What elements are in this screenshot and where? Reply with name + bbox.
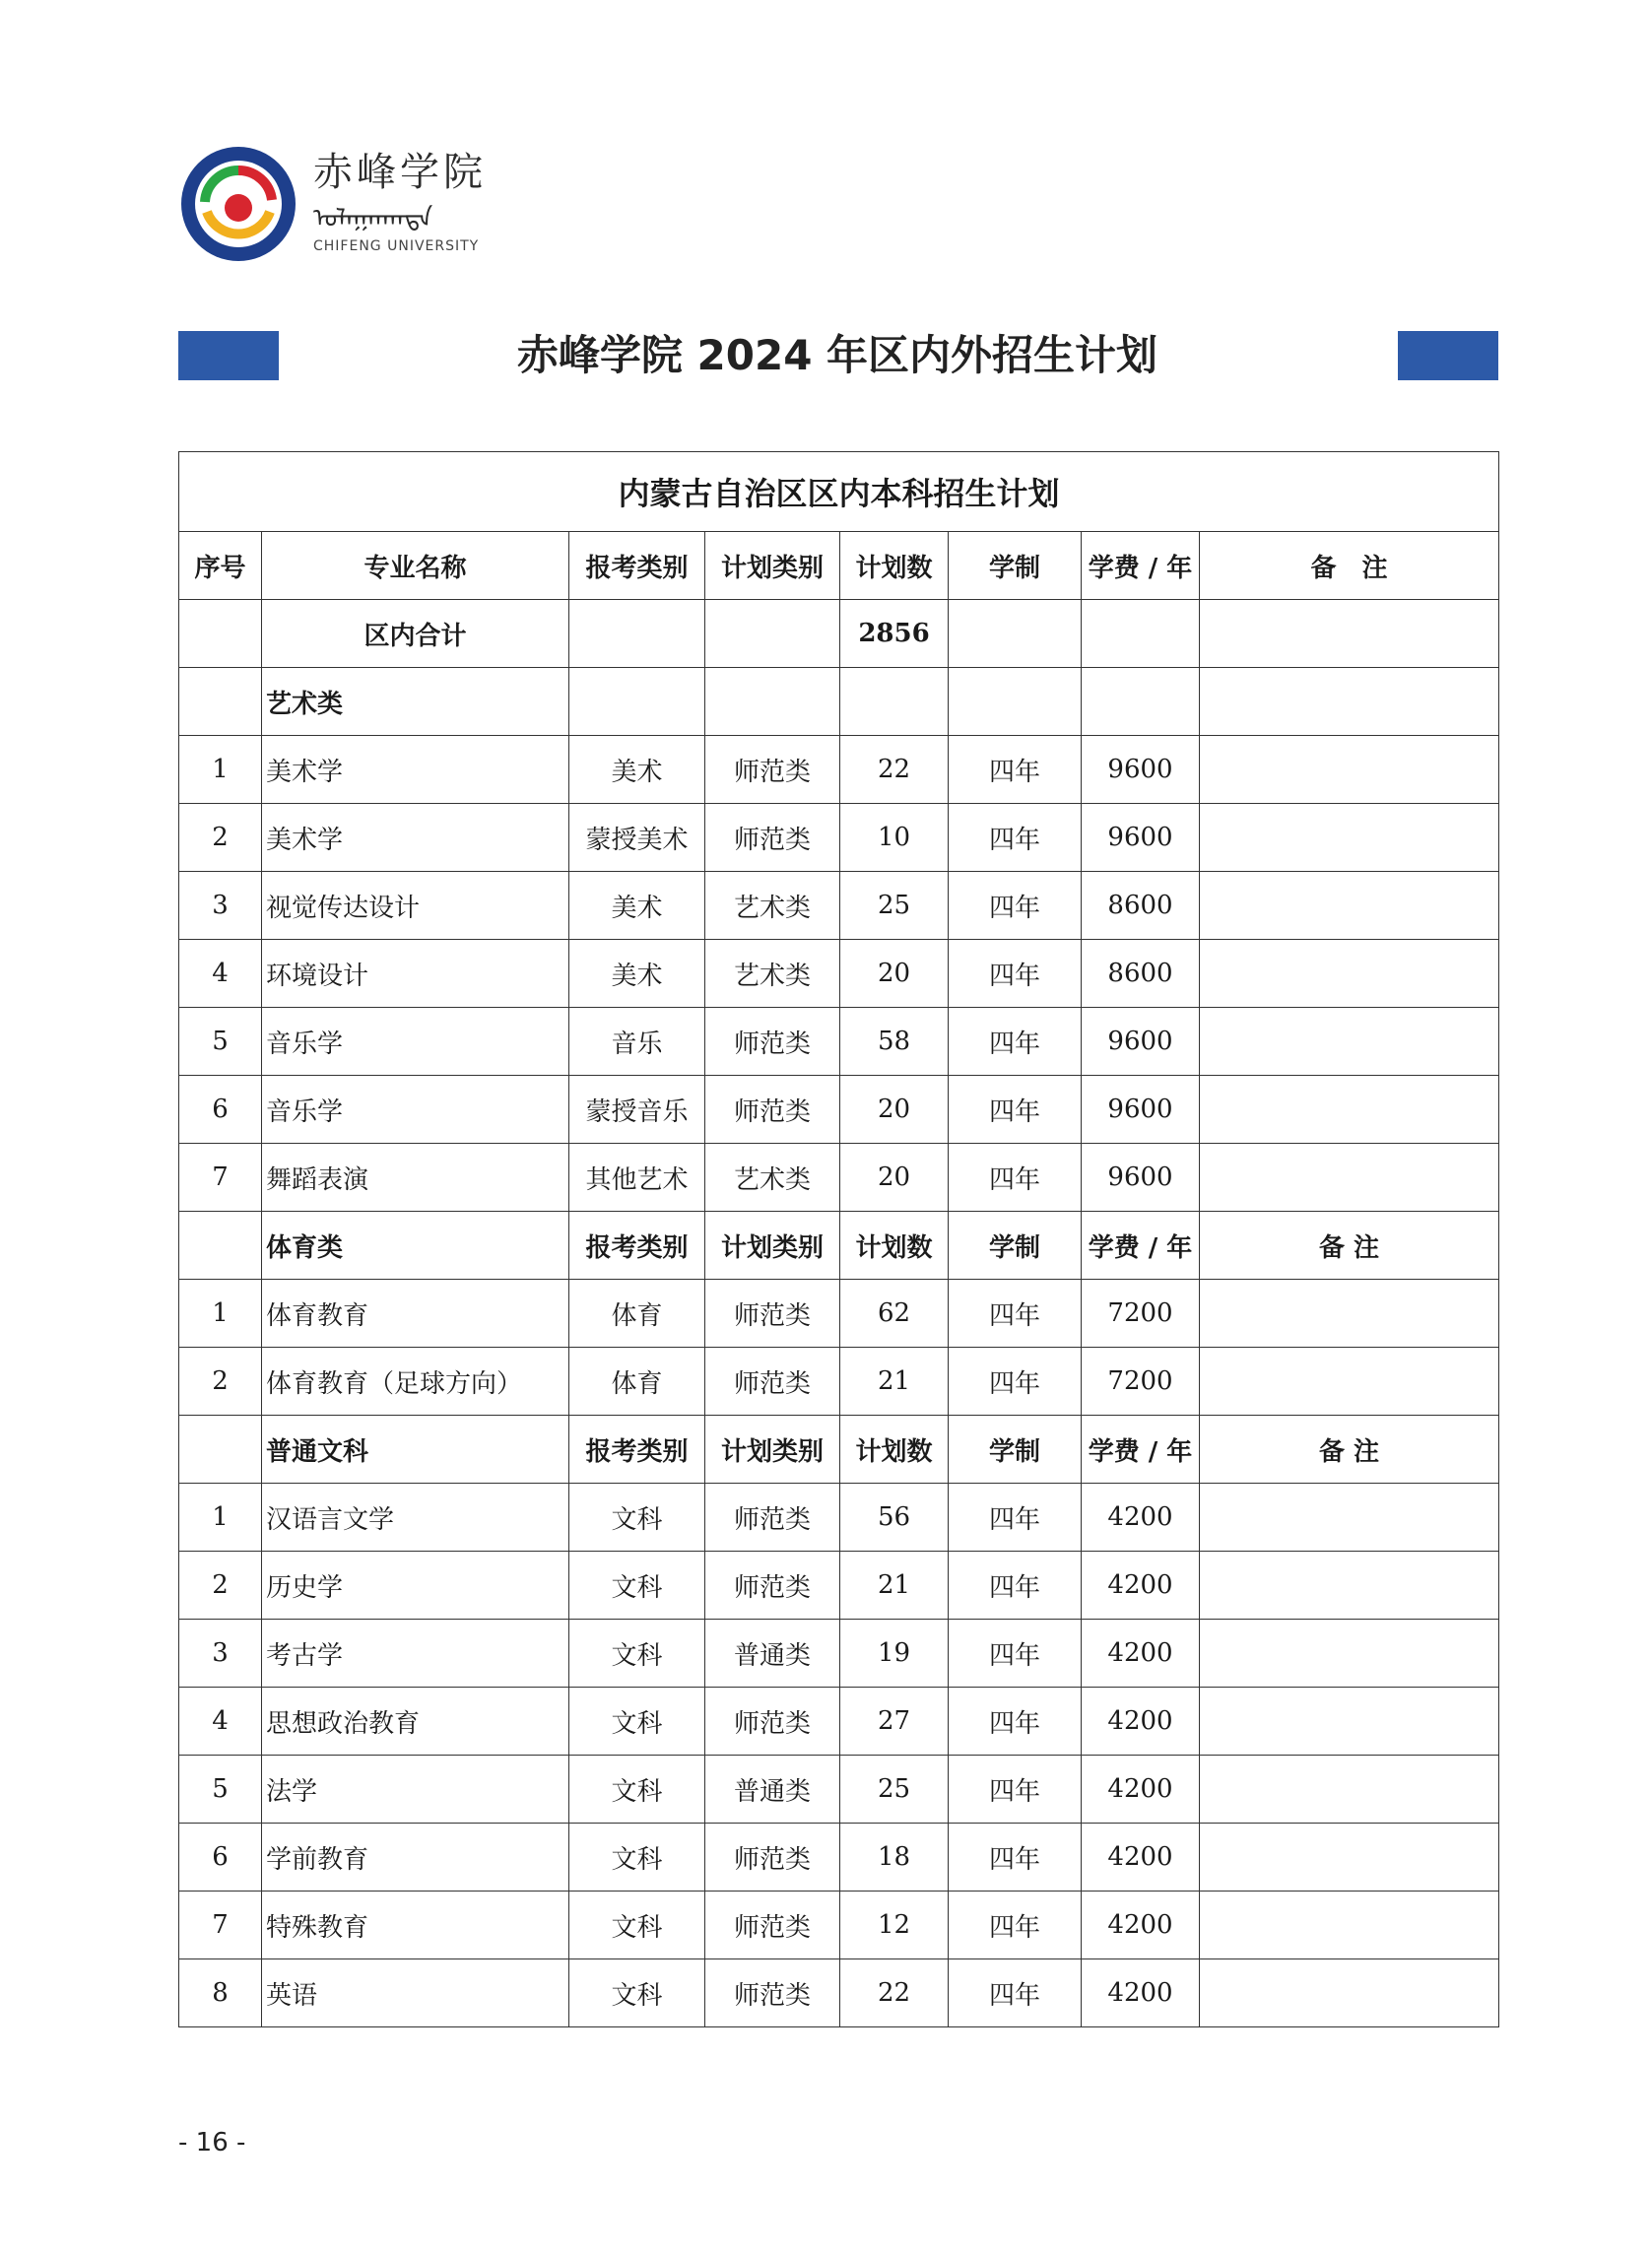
category-header-cell: 学费 / 年	[1082, 1212, 1200, 1280]
major-name: 视觉传达设计	[262, 872, 569, 940]
row-index: 7	[179, 1892, 262, 1959]
tuition: 9600	[1082, 1008, 1200, 1076]
row-index: 6	[179, 1824, 262, 1892]
table-cell	[179, 668, 262, 736]
header-cell: 备 注	[1200, 532, 1499, 600]
exam-category: 美术	[569, 736, 705, 804]
category-header-cell: 备 注	[1200, 1416, 1499, 1484]
row-index: 4	[179, 940, 262, 1008]
remarks	[1200, 1076, 1499, 1144]
tuition: 9600	[1082, 1144, 1200, 1212]
tuition: 9600	[1082, 1076, 1200, 1144]
plan-category: 普通类	[705, 1756, 840, 1824]
plan-category: 师范类	[705, 1008, 840, 1076]
tuition: 4200	[1082, 1824, 1200, 1892]
row-index: 5	[179, 1008, 262, 1076]
tuition: 4200	[1082, 1688, 1200, 1756]
exam-category: 文科	[569, 1892, 705, 1959]
exam-category: 文科	[569, 1688, 705, 1756]
remarks	[1200, 736, 1499, 804]
table-cell	[179, 600, 262, 668]
tuition: 4200	[1082, 1620, 1200, 1688]
major-name: 英语	[262, 1959, 569, 2027]
duration: 四年	[949, 736, 1082, 804]
plan-count: 12	[840, 1892, 949, 1959]
row-index: 2	[179, 804, 262, 872]
tuition: 4200	[1082, 1756, 1200, 1824]
header-cell: 序号	[179, 532, 262, 600]
exam-category: 文科	[569, 1824, 705, 1892]
total-row	[179, 600, 1499, 668]
tuition: 4200	[1082, 1552, 1200, 1620]
row-index: 1	[179, 1280, 262, 1348]
major-name: 美术学	[262, 736, 569, 804]
remarks	[1200, 1008, 1499, 1076]
university-logo	[177, 143, 512, 266]
plan-count: 62	[840, 1280, 949, 1348]
category-header-cell: 计划类别	[705, 1212, 840, 1280]
category-header-cell: 学费 / 年	[1082, 1416, 1200, 1484]
tuition: 9600	[1082, 804, 1200, 872]
plan-count: 25	[840, 872, 949, 940]
row-index: 3	[179, 872, 262, 940]
table-row	[179, 1892, 1499, 1959]
category-header-cell: 计划数	[840, 1416, 949, 1484]
major-name: 音乐学	[262, 1008, 569, 1076]
duration: 四年	[949, 1348, 1082, 1416]
row-index: 7	[179, 1144, 262, 1212]
category-header-cell: 报考类别	[569, 1416, 705, 1484]
category-header-cell	[949, 668, 1082, 736]
category-header-cell	[1200, 668, 1499, 736]
logo-name-en: CHIFENG UNIVERSITY	[313, 238, 480, 254]
plan-count: 25	[840, 1756, 949, 1824]
tuition: 9600	[1082, 736, 1200, 804]
duration: 四年	[949, 1144, 1082, 1212]
table-row	[179, 1144, 1499, 1212]
duration: 四年	[949, 1008, 1082, 1076]
duration: 四年	[949, 1552, 1082, 1620]
exam-category: 蒙授音乐	[569, 1076, 705, 1144]
plan-category: 师范类	[705, 1892, 840, 1959]
university-emblem-icon	[177, 143, 305, 266]
tuition: 4200	[1082, 1892, 1200, 1959]
plan-count: 21	[840, 1348, 949, 1416]
remarks	[1200, 804, 1499, 872]
tuition: 4200	[1082, 1959, 1200, 2027]
plan-count: 56	[840, 1484, 949, 1552]
table-cell	[179, 1212, 262, 1280]
major-name: 考古学	[262, 1620, 569, 1688]
plan-count: 22	[840, 736, 949, 804]
header-cell: 计划数	[840, 532, 949, 600]
remarks	[1200, 1144, 1499, 1212]
major-name: 美术学	[262, 804, 569, 872]
row-index: 1	[179, 736, 262, 804]
exam-category: 蒙授美术	[569, 804, 705, 872]
table-row	[179, 1688, 1499, 1756]
row-index: 6	[179, 1076, 262, 1144]
plan-category: 师范类	[705, 1348, 840, 1416]
major-name: 思想政治教育	[262, 1688, 569, 1756]
category-header-cell	[840, 668, 949, 736]
category-header-cell: 备 注	[1200, 1212, 1499, 1280]
category-name: 普通文科	[262, 1416, 569, 1484]
major-name: 特殊教育	[262, 1892, 569, 1959]
plan-category: 普通类	[705, 1620, 840, 1688]
title-decoration-left	[178, 331, 279, 380]
header-cell: 专业名称	[262, 532, 569, 600]
plan-category: 师范类	[705, 1552, 840, 1620]
table-row	[179, 1824, 1499, 1892]
category-name: 艺术类	[262, 668, 569, 736]
row-index: 8	[179, 1959, 262, 2027]
header-cell: 计划类别	[705, 532, 840, 600]
plan-category: 师范类	[705, 1959, 840, 2027]
table-row	[179, 736, 1499, 804]
table-row	[179, 804, 1499, 872]
duration: 四年	[949, 804, 1082, 872]
duration: 四年	[949, 1959, 1082, 2027]
remarks	[1200, 940, 1499, 1008]
category-row	[179, 1416, 1499, 1484]
remarks	[1200, 1688, 1499, 1756]
table-row	[179, 1959, 1499, 2027]
category-row	[179, 668, 1499, 736]
category-name: 体育类	[262, 1212, 569, 1280]
plan-category: 艺术类	[705, 1144, 840, 1212]
duration: 四年	[949, 1484, 1082, 1552]
table-row	[179, 1552, 1499, 1620]
remarks	[1200, 1552, 1499, 1620]
table-cell	[1200, 600, 1499, 668]
major-name: 体育教育	[262, 1280, 569, 1348]
category-header-cell: 学制	[949, 1212, 1082, 1280]
exam-category: 文科	[569, 1620, 705, 1688]
table-row	[179, 1008, 1499, 1076]
remarks	[1200, 1620, 1499, 1688]
exam-category: 音乐	[569, 1008, 705, 1076]
duration: 四年	[949, 1280, 1082, 1348]
table-cell	[569, 600, 705, 668]
title-decoration-right	[1398, 331, 1498, 380]
major-name: 历史学	[262, 1552, 569, 1620]
plan-category: 师范类	[705, 804, 840, 872]
category-row	[179, 1212, 1499, 1280]
plan-category: 艺术类	[705, 940, 840, 1008]
duration: 四年	[949, 1620, 1082, 1688]
exam-category: 文科	[569, 1959, 705, 2027]
major-name: 音乐学	[262, 1076, 569, 1144]
plan-category: 师范类	[705, 1280, 840, 1348]
remarks	[1200, 1959, 1499, 2027]
remarks	[1200, 872, 1499, 940]
exam-category: 美术	[569, 872, 705, 940]
major-name: 学前教育	[262, 1824, 569, 1892]
plan-count: 19	[840, 1620, 949, 1688]
category-header-cell	[569, 668, 705, 736]
exam-category: 美术	[569, 940, 705, 1008]
plan-count: 22	[840, 1959, 949, 2027]
table-row	[179, 1620, 1499, 1688]
duration: 四年	[949, 1892, 1082, 1959]
duration: 四年	[949, 940, 1082, 1008]
logo-name-cn: 赤峰学院	[313, 150, 487, 195]
category-header-cell	[705, 668, 840, 736]
remarks	[1200, 1280, 1499, 1348]
table-row	[179, 1484, 1499, 1552]
exam-category: 其他艺术	[569, 1144, 705, 1212]
table-row	[179, 1756, 1499, 1824]
row-index: 3	[179, 1620, 262, 1688]
table-row	[179, 1076, 1499, 1144]
page-title: 赤峰学院 2024 年区内外招生计划	[516, 331, 1158, 379]
remarks	[1200, 1892, 1499, 1959]
exam-category: 体育	[569, 1348, 705, 1416]
category-header-cell: 计划类别	[705, 1416, 840, 1484]
header-cell: 学制	[949, 532, 1082, 600]
tuition: 8600	[1082, 940, 1200, 1008]
category-header-cell: 计划数	[840, 1212, 949, 1280]
plan-category: 师范类	[705, 1484, 840, 1552]
plan-category: 师范类	[705, 736, 840, 804]
major-name: 汉语言文学	[262, 1484, 569, 1552]
category-header-cell: 学制	[949, 1416, 1082, 1484]
table-row	[179, 940, 1499, 1008]
category-header-cell: 报考类别	[569, 1212, 705, 1280]
row-index: 2	[179, 1552, 262, 1620]
plan-count: 20	[840, 1076, 949, 1144]
table-cell	[949, 600, 1082, 668]
category-header-cell	[1082, 668, 1200, 736]
remarks	[1200, 1348, 1499, 1416]
table-cell	[1082, 600, 1200, 668]
logo-name-mn: ᠤᠯᠠᠭᠠᠨᠬᠠᠳᠠ	[313, 204, 433, 233]
duration: 四年	[949, 1756, 1082, 1824]
duration: 四年	[949, 872, 1082, 940]
duration: 四年	[949, 1076, 1082, 1144]
total-count: 2856	[840, 600, 949, 668]
tuition: 7200	[1082, 1348, 1200, 1416]
plan-count: 21	[840, 1552, 949, 1620]
plan-count: 20	[840, 1144, 949, 1212]
table-cell	[705, 600, 840, 668]
major-name: 舞蹈表演	[262, 1144, 569, 1212]
header-cell: 报考类别	[569, 532, 705, 600]
plan-count: 27	[840, 1688, 949, 1756]
plan-category: 师范类	[705, 1824, 840, 1892]
plan-count: 10	[840, 804, 949, 872]
table-caption: 内蒙古自治区区内本科招生计划	[179, 452, 1499, 532]
remarks	[1200, 1824, 1499, 1892]
row-index: 2	[179, 1348, 262, 1416]
major-name: 环境设计	[262, 940, 569, 1008]
page-number: - 16 -	[178, 2128, 246, 2157]
table-row	[179, 872, 1499, 940]
tuition: 4200	[1082, 1484, 1200, 1552]
plan-category: 艺术类	[705, 872, 840, 940]
table-cell	[179, 1416, 262, 1484]
plan-count: 20	[840, 940, 949, 1008]
exam-category: 文科	[569, 1484, 705, 1552]
row-index: 1	[179, 1484, 262, 1552]
major-name: 体育教育（足球方向）	[262, 1348, 569, 1416]
table-header-row	[179, 532, 1499, 600]
duration: 四年	[949, 1688, 1082, 1756]
remarks	[1200, 1484, 1499, 1552]
exam-category: 文科	[569, 1756, 705, 1824]
plan-category: 师范类	[705, 1688, 840, 1756]
duration: 四年	[949, 1824, 1082, 1892]
major-name: 法学	[262, 1756, 569, 1824]
plan-count: 58	[840, 1008, 949, 1076]
remarks	[1200, 1756, 1499, 1824]
header-cell: 学费 / 年	[1082, 532, 1200, 600]
exam-category: 文科	[569, 1552, 705, 1620]
tuition: 8600	[1082, 872, 1200, 940]
table-row	[179, 1348, 1499, 1416]
table-row	[179, 1280, 1499, 1348]
row-index: 5	[179, 1756, 262, 1824]
exam-category: 体育	[569, 1280, 705, 1348]
tuition: 7200	[1082, 1280, 1200, 1348]
plan-count: 18	[840, 1824, 949, 1892]
total-label: 区内合计	[262, 600, 569, 668]
plan-category: 师范类	[705, 1076, 840, 1144]
row-index: 4	[179, 1688, 262, 1756]
enrollment-plan-table	[178, 451, 1499, 2027]
